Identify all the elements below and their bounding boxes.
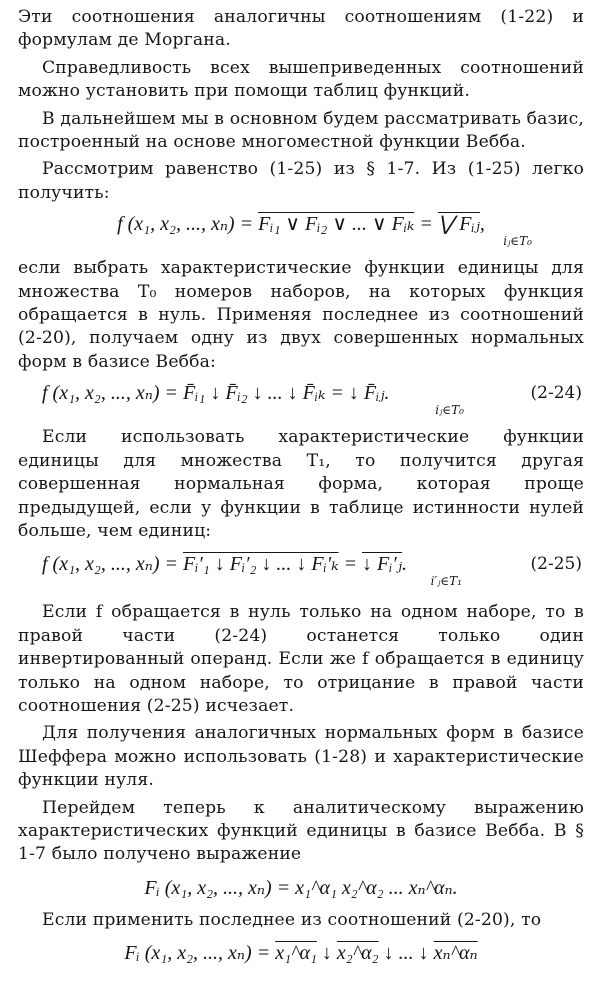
formula-1-under: iⱼ∈T₀: [503, 234, 532, 249]
formula-operator: ↓: [316, 942, 337, 965]
formula-5: [18, 940, 584, 966]
formula-term: Fᵢ′₁ ↓ Fᵢ′₂ ↓ ... ↓ Fᵢ′ₖ: [183, 553, 339, 576]
paragraph: если выбрать характеристические функции единицы для множества T₀ номеров наборов, на которых функция обращается в нуль. Применяя последнее из соотношений (2-20), получаем одну из двух совершенных нормальных форм в базисе Вебба:: [18, 258, 584, 372]
paragraph: Эти соотношения аналогичны соотношениям (1-22) и формулам де Моргана.: [18, 7, 584, 51]
formula-lhs: f (x₁, x₂, ..., xₙ) =: [117, 213, 259, 236]
formula-operator: ↓ ... ↓: [378, 942, 434, 965]
formula-term: xₙ^αₙ: [433, 942, 478, 965]
paragraph: Если применить последнее из соотношений (2-20), то: [42, 909, 542, 930]
formula-term: ⋁ Fᵢⱼ: [437, 213, 480, 236]
paragraph: Если использовать характеристические функции единицы для множества T₁, то получится другая совершенная нормальная форма, которая проще предыдущей, если у функции в таблице истинности нулей больше, чем единиц:: [18, 427, 584, 541]
equation-number: (2-25): [530, 554, 582, 575]
formula-4: [18, 875, 584, 901]
formula-expression: Fᵢ (x₁, x₂, ..., xₙ) = x₁^α₁ x₂^α₂ ... xₙ^αₙ.: [144, 876, 458, 899]
formula-term: x₁^α₁: [275, 942, 317, 965]
formula-lhs: f (x₁, x₂, ..., xₙ) =: [42, 553, 184, 576]
paragraph: Для получения аналогичных нормальных форм в базисе Шеффера можно использовать (1-28) и характеристические функции нуля.: [18, 723, 584, 791]
formula-operator: =: [414, 213, 438, 236]
paragraph: Перейдем теперь к аналитическому выражению характеристических функций единицы в базисе Вебба. В § 1-7 было получено выражение: [18, 797, 584, 865]
formula-1: [18, 211, 584, 237]
formula-expression: f (x₁, x₂, ..., xₙ) = F̄ᵢ₁ ↓ F̄ᵢ₂ ↓ ... ↓ F̄ᵢₖ = ↓ F̄ᵢⱼ.: [42, 382, 390, 405]
formula-term: x₂^α₂: [336, 942, 379, 965]
paragraph: Если f обращается в нуль только на одном наборе, то в правой части (2-24) останется только один инвертированный операнд. Если же f обращается в единицу только на одном наборе, то отрицание в правой части соотношения (2-25) исчезает.: [18, 602, 584, 716]
formula-2-24: [18, 380, 584, 406]
formula-3-under: i′ⱼ∈T₁: [430, 574, 462, 589]
formula-term: ↓ Fᵢ′ⱼ: [361, 553, 403, 576]
formula-operator: =: [338, 553, 362, 576]
formula-operator: ,: [479, 213, 485, 236]
formula-2-under: iⱼ∈T₀: [435, 403, 464, 418]
formula-2-25: [18, 551, 584, 577]
paragraph: Рассмотрим равенство (1-25) из § 1-7. Из (1-25) легко получить:: [18, 159, 584, 203]
formula-lhs: Fᵢ (x₁, x₂, ..., xₙ) =: [124, 942, 276, 965]
equation-number: (2-24): [530, 383, 582, 404]
paragraph: В дальнейшем мы в основном будем рассматривать базис, построенный на основе многоместной функции Вебба.: [18, 108, 584, 153]
formula-operator: .: [402, 553, 408, 576]
paragraph: Справедливость всех вышеприведенных соотношений можно установить при помощи таблиц функций.: [18, 57, 584, 102]
formula-term: Fᵢ₁ ∨ Fᵢ₂ ∨ ... ∨ Fᵢₖ: [258, 213, 415, 236]
